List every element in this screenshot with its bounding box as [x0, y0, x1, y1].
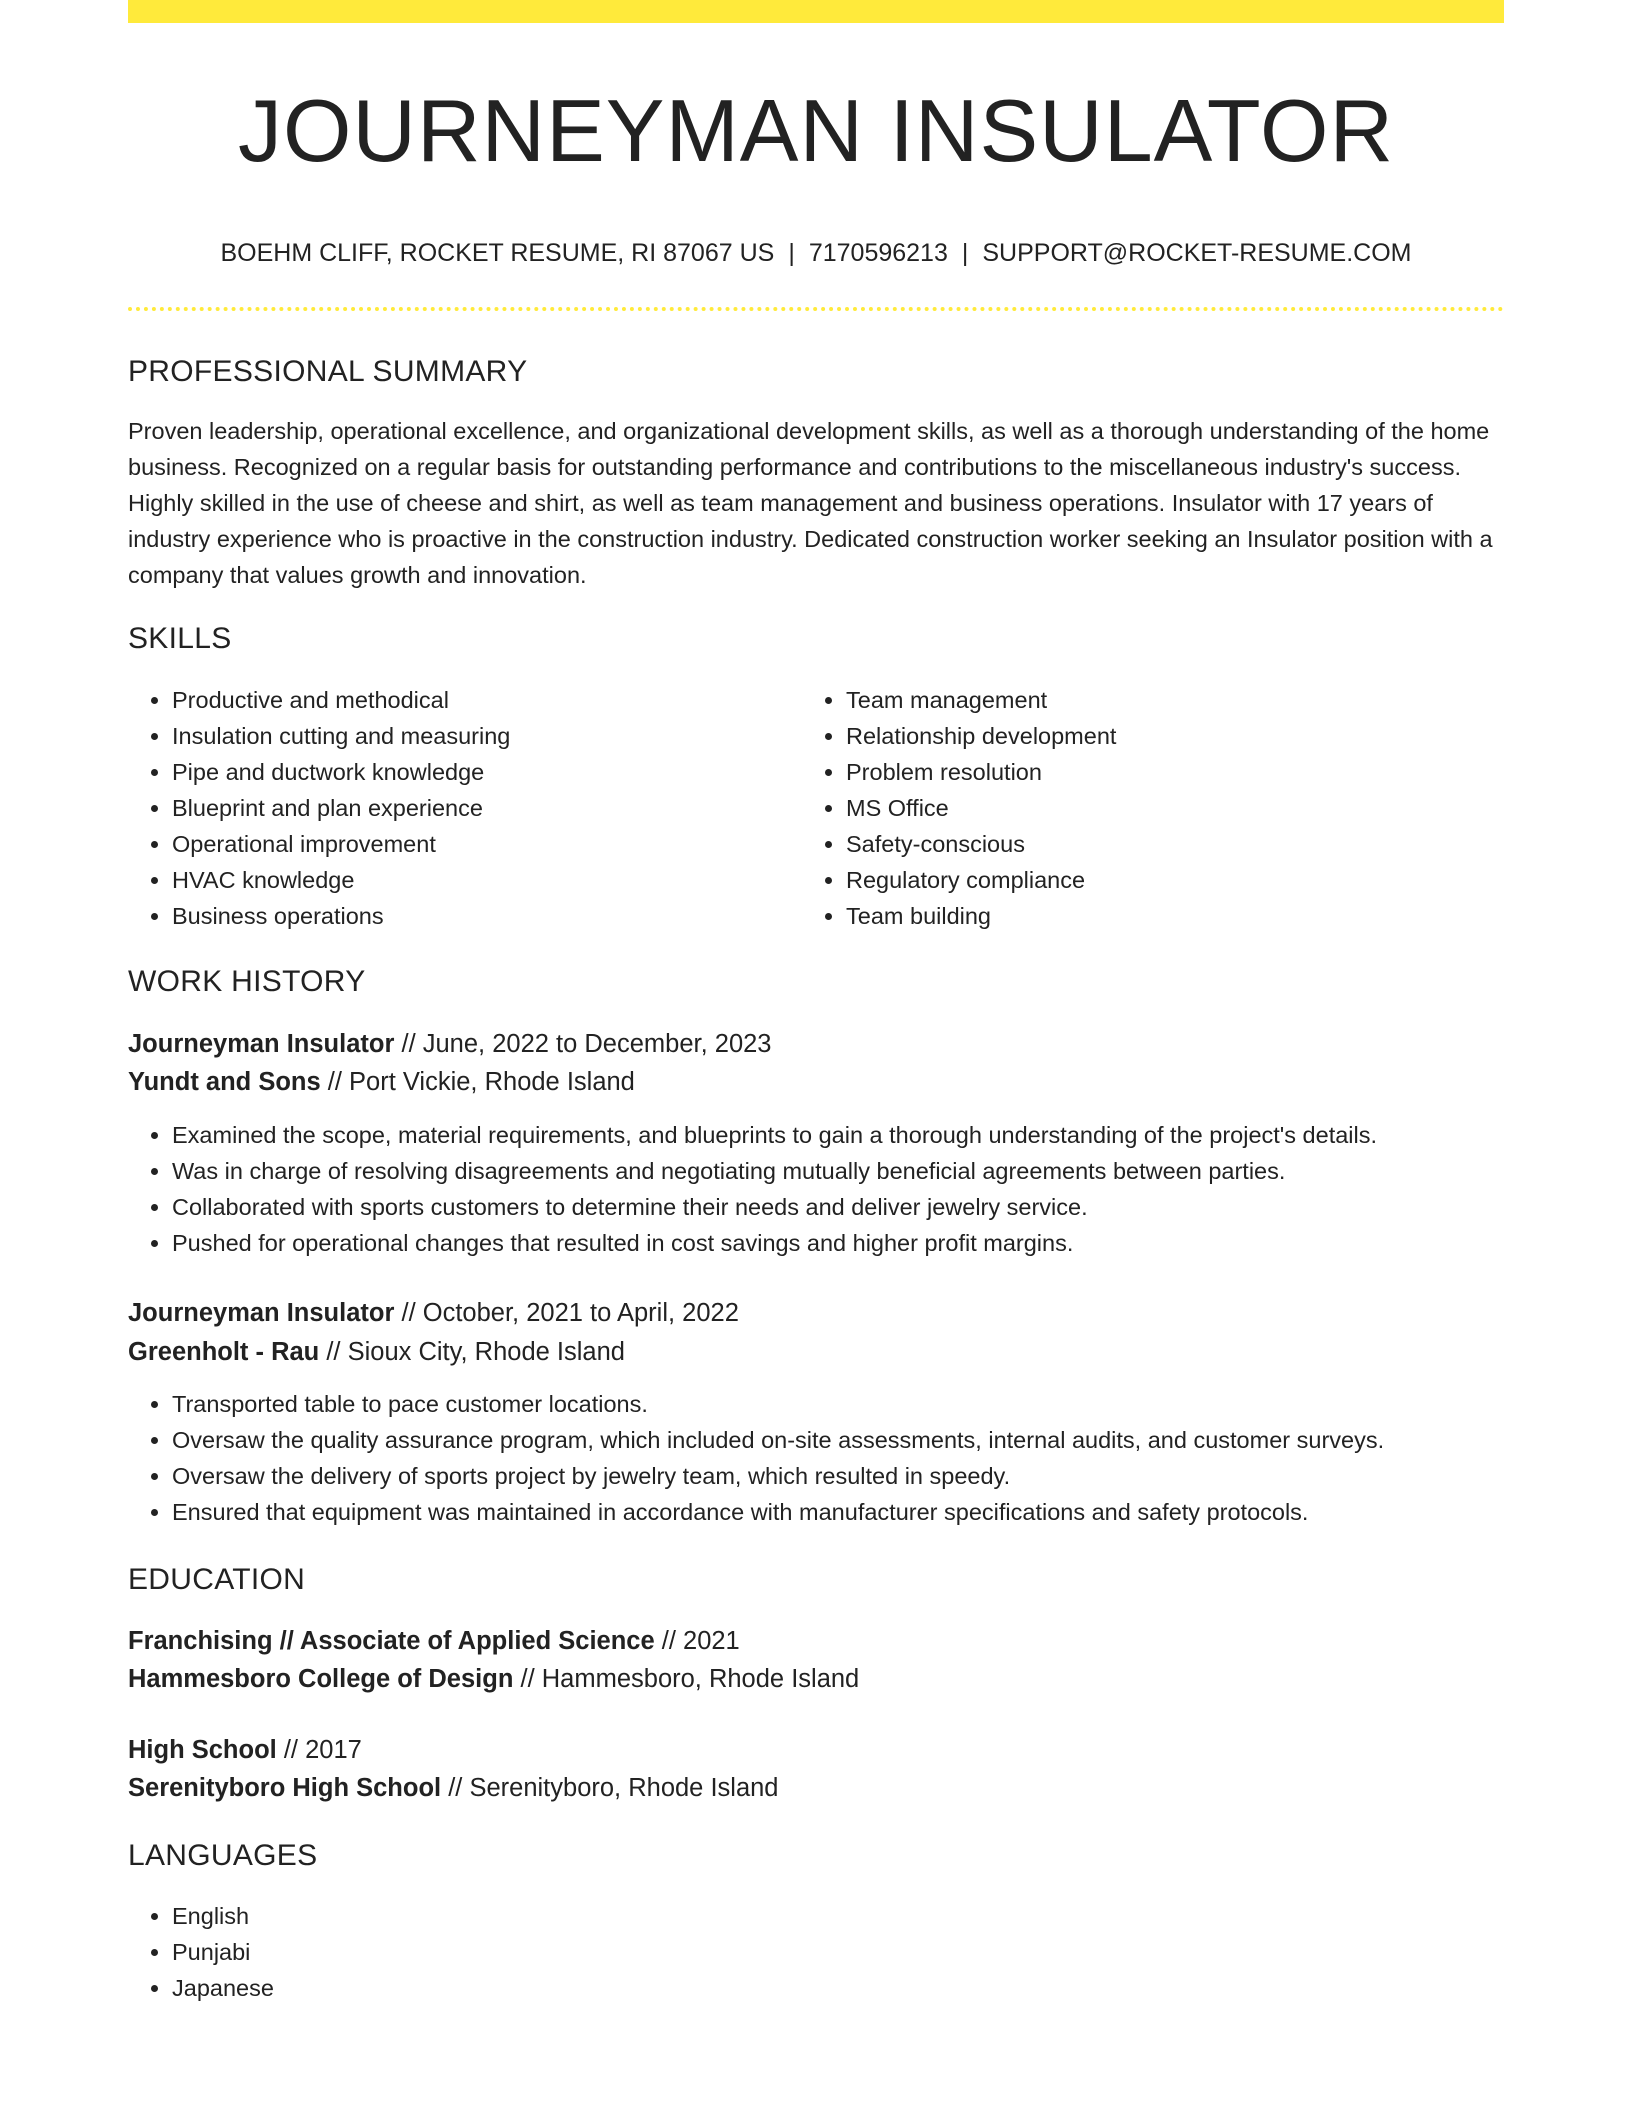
job-location: // Port Vickie, Rhode Island [320, 1068, 635, 1096]
education-degree: Franchising // Associate of Applied Science [128, 1627, 655, 1655]
work-history-title: WORK HISTORY [128, 965, 366, 998]
resume-name: JOURNEYMAN INSULATOR [237, 81, 1394, 180]
job-bullet: • Was in charge of resolving disagreements and negotiating mutually beneficial agreements between parties. [172, 1153, 1548, 1189]
education-location: // Hammesboro, Rhode Island [513, 1665, 860, 1693]
skill-item: • Blueprint and plan experience [172, 790, 792, 826]
education-degree: High School [128, 1736, 277, 1764]
contact-separator: | [788, 239, 795, 267]
education-school: Serenityboro High School [128, 1774, 442, 1802]
language-item: • Punjabi [172, 1934, 772, 1970]
education-degree-line [128, 1731, 362, 1769]
skill-item: • Regulatory compliance [846, 862, 1466, 898]
skill-item: • Business operations [172, 898, 792, 934]
language-item: • Japanese [172, 1970, 772, 2006]
education-title: EDUCATION [128, 1563, 306, 1596]
job-bullet: • Collaborated with sports customers to determine their needs and deliver jewelry service. [172, 1189, 1548, 1225]
skill-item: • Insulation cutting and measuring [172, 718, 792, 754]
top-accent-bar [128, 0, 1504, 23]
job-dates: // October, 2021 to April, 2022 [394, 1299, 739, 1327]
skill-item: • MS Office [846, 790, 1466, 826]
job-bullet: • Ensured that equipment was maintained in accordance with manufacturer specifications and safety protocols. [172, 1494, 1548, 1530]
education-year: // 2021 [654, 1627, 740, 1655]
skill-item: • Team building [846, 898, 1466, 934]
job-bullets [128, 1386, 1548, 1530]
skills-list-left [128, 682, 792, 934]
skill-item: • Safety-conscious [846, 826, 1466, 862]
education-school-line [128, 1660, 859, 1698]
job-role: Journeyman Insulator [128, 1299, 395, 1327]
contact-phone: 7170596213 [808, 239, 948, 267]
skill-item: • Relationship development [846, 718, 1466, 754]
contact-separator: | [961, 239, 969, 267]
language-item: • English [172, 1898, 772, 1934]
job-role: Journeyman Insulator [128, 1030, 395, 1058]
languages-list [128, 1898, 772, 2006]
education-school-line [128, 1769, 779, 1807]
job-title-line [128, 1294, 739, 1332]
job-bullet: • Examined the scope, material requirements, and blueprints to gain a thorough understanding of the project's details. [172, 1117, 1548, 1153]
skills-list-right [802, 682, 1466, 934]
summary-text: Proven leadership, operational excellence, and organizational development skills, as well as a thorough understanding of the home business. Recognized on a regular basis for outstanding performance and contributions to the miscellaneous industry's success. Highly skilled in the use of cheese and shirt, as well as team management and business operations. Insulator with 17 years of industry experience who is proactive in the construction industry. Dedicated construction worker seeking an Insulator position with a company that values growth and innovation. [128, 418, 1493, 588]
job-bullet: • Oversaw the quality assurance program, which included on-site assessments, internal audits, and customer surveys. [172, 1422, 1548, 1458]
education-degree-line [128, 1622, 740, 1660]
skill-item: • HVAC knowledge [172, 862, 792, 898]
job-bullets [128, 1117, 1548, 1261]
job-dates: // June, 2022 to December, 2023 [394, 1030, 772, 1058]
skill-item: • Operational improvement [172, 826, 792, 862]
job-bullet: • Pushed for operational changes that resulted in cost savings and higher profit margins. [172, 1225, 1548, 1261]
languages-title: LANGUAGES [128, 1839, 318, 1872]
skill-item: • Pipe and ductwork knowledge [172, 754, 792, 790]
job-bullet: • Oversaw the delivery of sports project by jewelry team, which resulted in speedy. [172, 1458, 1548, 1494]
skill-item: • Team management [846, 682, 1466, 718]
job-company: Greenholt - Rau [128, 1338, 320, 1366]
skill-item: • Productive and methodical [172, 682, 792, 718]
education-school: Hammesboro College of Design [128, 1665, 514, 1693]
skill-item: • Problem resolution [846, 754, 1466, 790]
job-location: // Sioux City, Rhode Island [319, 1338, 625, 1366]
skills-title: SKILLS [128, 622, 232, 655]
contact-address: BOEHM CLIFF, ROCKET RESUME, RI 87067 US [220, 239, 775, 267]
education-year: // 2017 [276, 1736, 362, 1764]
job-title-line [128, 1025, 772, 1063]
job-bullet: • Transported table to pace customer locations. [172, 1386, 1548, 1422]
contact-line [128, 236, 1504, 270]
dotted-divider [128, 307, 1504, 311]
contact-email: SUPPORT@ROCKET-RESUME.COM [982, 239, 1412, 267]
job-company-line [128, 1063, 635, 1101]
summary-title: PROFESSIONAL SUMMARY [128, 355, 528, 388]
job-company-line [128, 1333, 625, 1371]
education-location: // Serenityboro, Rhode Island [441, 1774, 779, 1802]
job-company: Yundt and Sons [128, 1068, 321, 1096]
